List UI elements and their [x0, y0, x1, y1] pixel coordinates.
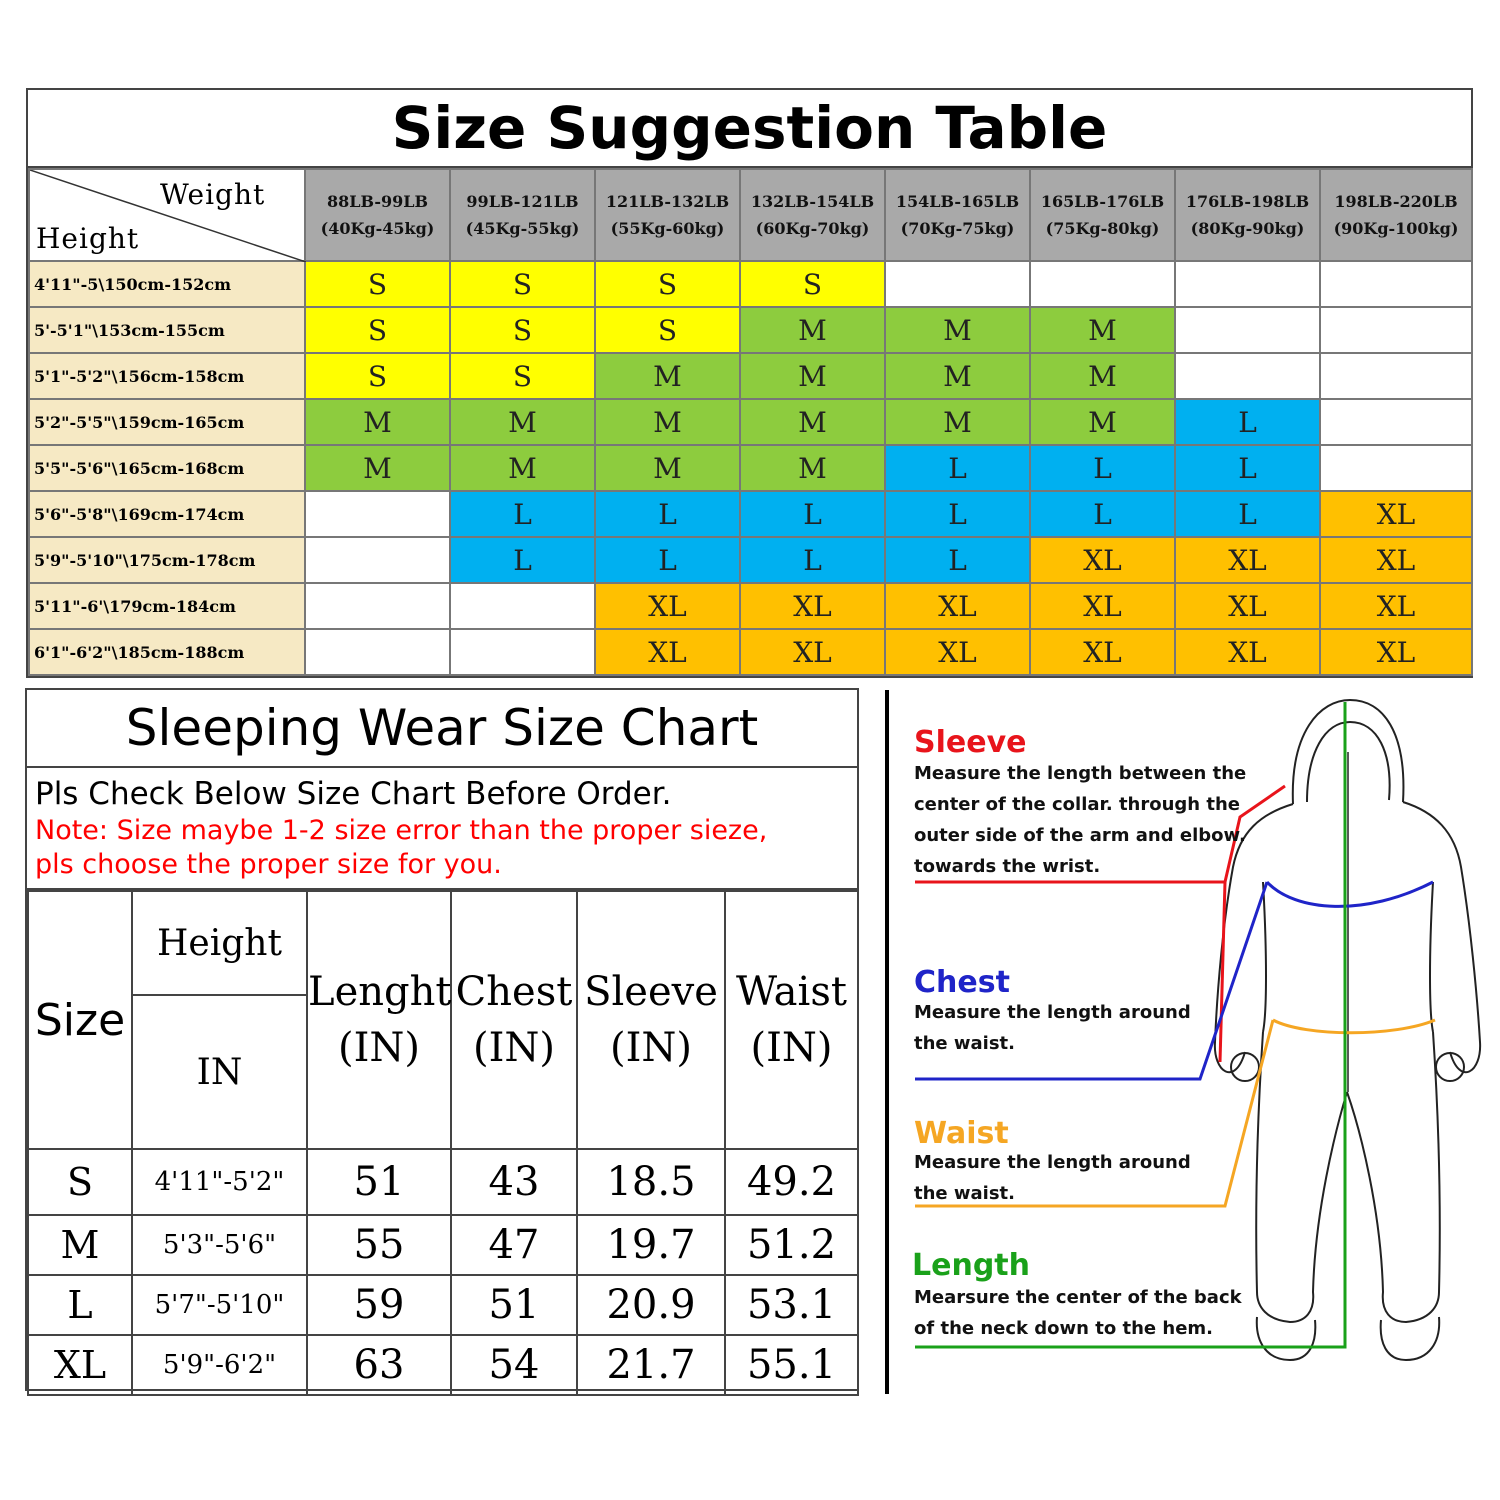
size-cell: L: [450, 491, 595, 537]
height-range: 5'11"-6'\179cm-184cm: [29, 583, 305, 629]
table-row: [29, 261, 1472, 307]
measurement-value: 47: [451, 1215, 577, 1275]
height-range: 5'3"-5'6": [132, 1215, 307, 1275]
order-instruction: Pls Check Below Size Chart Before Order.: [35, 776, 672, 812]
size-cell: [305, 491, 450, 537]
size-label: M: [28, 1215, 132, 1275]
size-cell: L: [1175, 445, 1320, 491]
header-sleeve-name: Sleeve: [584, 969, 718, 1015]
sleeve-desc-line: Measure the length between the: [914, 763, 1247, 784]
sleeve-description: [914, 758, 1246, 882]
size-cell: M: [595, 353, 740, 399]
size-cell: XL: [595, 583, 740, 629]
size-cell: [450, 629, 595, 675]
length-description: [914, 1282, 1242, 1344]
size-cell: [305, 583, 450, 629]
height-range: 5'1"-5'2"\156cm-158cm: [29, 353, 305, 399]
header-size: Size: [28, 891, 132, 1149]
sleep-chart-notes: [27, 768, 857, 890]
size-cell: L: [1030, 491, 1175, 537]
weight-kg: (60Kg-70kg): [755, 219, 870, 238]
sleeve-title: Sleeve: [914, 725, 1027, 760]
weight-kg: (40Kg-45kg): [320, 219, 435, 238]
size-cell: [1320, 353, 1472, 399]
waist-description: [914, 1147, 1191, 1209]
weight-lb: 198LB-220LB: [1334, 192, 1458, 211]
chest-desc-line: the waist.: [914, 1033, 1015, 1054]
table-row: [29, 307, 1472, 353]
size-cell: M: [885, 353, 1030, 399]
size-cell: [1175, 261, 1320, 307]
size-cell: L: [595, 537, 740, 583]
size-cell: M: [450, 445, 595, 491]
height-range: 4'11"-5\150cm-152cm: [29, 261, 305, 307]
chest-title: Chest: [914, 965, 1010, 1000]
header-chest: [451, 891, 577, 1149]
size-cell: [1175, 307, 1320, 353]
measurement-guide: [895, 692, 1500, 1412]
height-range: 5'6"-5'8"\169cm-174cm: [29, 491, 305, 537]
size-cell: S: [740, 261, 885, 307]
weight-column-header: [740, 169, 885, 261]
weight-kg: (45Kg-55kg): [465, 219, 580, 238]
header-waist-unit: (IN): [750, 1025, 833, 1071]
height-range: 5'5"-5'6"\165cm-168cm: [29, 445, 305, 491]
sleeve-arm-line: [1220, 882, 1225, 1062]
measurement-value: 43: [451, 1149, 577, 1215]
header-waist-name: Waist: [736, 969, 847, 1015]
header-height: Height: [132, 891, 307, 995]
weight-kg: (90Kg-100kg): [1333, 219, 1459, 238]
size-suggestion-table: [26, 88, 1473, 678]
header-sleeve-unit: (IN): [609, 1025, 692, 1071]
table-row: [29, 491, 1472, 537]
size-cell: S: [450, 307, 595, 353]
length-desc-line: of the neck down to the hem.: [914, 1318, 1213, 1339]
header-sleeve: [577, 891, 725, 1149]
sleep-size-grid: [27, 890, 859, 1396]
measurement-value: 19.7: [577, 1215, 725, 1275]
size-cell: S: [450, 353, 595, 399]
height-range: 5'7"-5'10": [132, 1275, 307, 1335]
weight-lb: 165LB-176LB: [1040, 192, 1165, 211]
measurement-value: 21.7: [577, 1335, 725, 1395]
guide-divider: [885, 690, 889, 1394]
size-cell: [305, 537, 450, 583]
size-cell: XL: [1175, 583, 1320, 629]
suggestion-grid: [28, 168, 1473, 676]
header-waist: [725, 891, 858, 1149]
size-cell: M: [595, 399, 740, 445]
size-cell: XL: [885, 629, 1030, 675]
size-cell: S: [305, 353, 450, 399]
weight-column-header: [305, 169, 450, 261]
sleeping-wear-size-chart: [25, 688, 859, 1391]
size-cell: XL: [885, 583, 1030, 629]
size-cell: M: [595, 445, 740, 491]
size-cell: M: [740, 353, 885, 399]
measurement-value: 51: [451, 1275, 577, 1335]
weight-lb: 132LB-154LB: [750, 192, 875, 211]
weight-column-header: [1030, 169, 1175, 261]
size-cell: L: [740, 491, 885, 537]
weight-kg: (80Kg-90kg): [1190, 219, 1305, 238]
size-cell: [1320, 307, 1472, 353]
note-line-1: Note: Size maybe 1-2 size error than the proper sieze,: [35, 815, 768, 846]
weight-column-header: [595, 169, 740, 261]
table-row: [29, 445, 1472, 491]
waist-desc-line: the waist.: [914, 1183, 1015, 1204]
size-cell: XL: [1320, 491, 1472, 537]
size-cell: [305, 629, 450, 675]
table-row: [29, 583, 1472, 629]
table-row: [28, 1335, 858, 1395]
header-height-unit: IN: [132, 995, 307, 1149]
waist-curve: [1273, 1020, 1435, 1033]
height-range: 5'9"-6'2": [132, 1335, 307, 1395]
table-row: [28, 1149, 858, 1215]
weight-lb: 176LB-198LB: [1185, 192, 1310, 211]
size-cell: M: [885, 399, 1030, 445]
measurement-value: 53.1: [725, 1275, 858, 1335]
chest-description: [914, 997, 1191, 1059]
size-label: L: [28, 1275, 132, 1335]
waist-title: Waist: [914, 1116, 1009, 1151]
chest-curve: [1267, 882, 1433, 906]
size-cell: XL: [1320, 629, 1472, 675]
measurement-value: 54: [451, 1335, 577, 1395]
size-label: S: [28, 1149, 132, 1215]
height-range: 5'2"-5'5"\159cm-165cm: [29, 399, 305, 445]
size-cell: M: [450, 399, 595, 445]
size-cell: [450, 583, 595, 629]
sleeve-desc-line: outer side of the arm and elbow.: [914, 825, 1246, 846]
size-cell: XL: [740, 629, 885, 675]
size-cell: M: [305, 445, 450, 491]
measurement-value: 49.2: [725, 1149, 858, 1215]
measurement-value: 63: [307, 1335, 451, 1395]
size-cell: S: [305, 307, 450, 353]
height-range: 5'9"-5'10"\175cm-178cm: [29, 537, 305, 583]
size-cell: L: [885, 537, 1030, 583]
weight-lb: 88LB-99LB: [326, 192, 428, 211]
weight-kg: (55Kg-60kg): [610, 219, 725, 238]
length-title: Length: [912, 1248, 1030, 1283]
weight-column-header: [1320, 169, 1472, 261]
header-length: [307, 891, 451, 1149]
size-cell: S: [450, 261, 595, 307]
size-cell: M: [1030, 307, 1175, 353]
size-cell: M: [740, 399, 885, 445]
chest-desc-line: Measure the length around: [914, 1002, 1191, 1023]
size-cell: L: [450, 537, 595, 583]
measurement-value: 51: [307, 1149, 451, 1215]
corner-height-label: Height: [36, 222, 140, 255]
size-cell: S: [305, 261, 450, 307]
size-cell: XL: [1175, 629, 1320, 675]
length-desc-line: Mearsure the center of the back: [914, 1287, 1242, 1308]
corner-weight-label: Weight: [160, 178, 266, 211]
height-range: 6'1"-6'2"\185cm-188cm: [29, 629, 305, 675]
weight-kg: (70Kg-75kg): [900, 219, 1015, 238]
weight-lb: 99LB-121LB: [466, 192, 579, 211]
size-cell: XL: [595, 629, 740, 675]
waist-desc-line: Measure the length around: [914, 1152, 1191, 1173]
size-cell: M: [305, 399, 450, 445]
size-cell: [1175, 353, 1320, 399]
size-cell: L: [740, 537, 885, 583]
size-cell: M: [1030, 353, 1175, 399]
size-cell: [1320, 261, 1472, 307]
sleeve-desc-line: center of the collar. through the: [914, 794, 1241, 815]
size-cell: XL: [1030, 537, 1175, 583]
table-row: [29, 537, 1472, 583]
measurement-value: 59: [307, 1275, 451, 1335]
size-cell: L: [595, 491, 740, 537]
size-cell: [1320, 399, 1472, 445]
weight-lb: 121LB-132LB: [605, 192, 730, 211]
measurement-value: 20.9: [577, 1275, 725, 1335]
size-error-note: [35, 814, 857, 882]
height-range: 4'11"-5'2": [132, 1149, 307, 1215]
height-range: 5'-5'1"\153cm-155cm: [29, 307, 305, 353]
table-row: [28, 1275, 858, 1335]
size-cell: XL: [1320, 583, 1472, 629]
weight-column-header: [1175, 169, 1320, 261]
size-cell: L: [885, 445, 1030, 491]
header-length-unit: (IN): [337, 1025, 420, 1071]
size-cell: M: [740, 445, 885, 491]
size-cell: M: [740, 307, 885, 353]
size-cell: [885, 261, 1030, 307]
header-chest-name: Chest: [455, 969, 573, 1015]
size-cell: M: [1030, 399, 1175, 445]
weight-lb: 154LB-165LB: [895, 192, 1020, 211]
size-cell: XL: [1030, 629, 1175, 675]
measurement-value: 18.5: [577, 1149, 725, 1215]
header-length-name: Lenght: [308, 969, 452, 1015]
table-row: [29, 629, 1472, 675]
note-line-2: pls choose the proper size for you.: [35, 849, 502, 880]
corner-header: [29, 169, 305, 261]
size-cell: [1320, 445, 1472, 491]
weight-column-header: [885, 169, 1030, 261]
size-cell: XL: [740, 583, 885, 629]
size-label: XL: [28, 1335, 132, 1395]
size-cell: XL: [1175, 537, 1320, 583]
coverall-outline: [1215, 700, 1480, 1360]
measurement-value: 55.1: [725, 1335, 858, 1395]
size-cell: [1030, 261, 1175, 307]
sleeve-desc-line: towards the wrist.: [914, 856, 1101, 877]
size-cell: L: [885, 491, 1030, 537]
size-cell: S: [595, 261, 740, 307]
size-cell: L: [1175, 491, 1320, 537]
size-cell: M: [885, 307, 1030, 353]
weight-kg: (75Kg-80kg): [1045, 219, 1160, 238]
measurement-value: 55: [307, 1215, 451, 1275]
weight-column-header: [450, 169, 595, 261]
table-row: [28, 1215, 858, 1275]
sleep-chart-title: Sleeping Wear Size Chart: [27, 690, 857, 768]
size-cell: S: [595, 307, 740, 353]
size-cell: L: [1030, 445, 1175, 491]
header-chest-unit: (IN): [472, 1025, 555, 1071]
size-cell: L: [1175, 399, 1320, 445]
suggestion-table-title: Size Suggestion Table: [28, 90, 1471, 168]
measurement-value: 51.2: [725, 1215, 858, 1275]
table-row: [29, 399, 1472, 445]
size-cell: XL: [1030, 583, 1175, 629]
table-row: [29, 353, 1472, 399]
size-cell: XL: [1320, 537, 1472, 583]
